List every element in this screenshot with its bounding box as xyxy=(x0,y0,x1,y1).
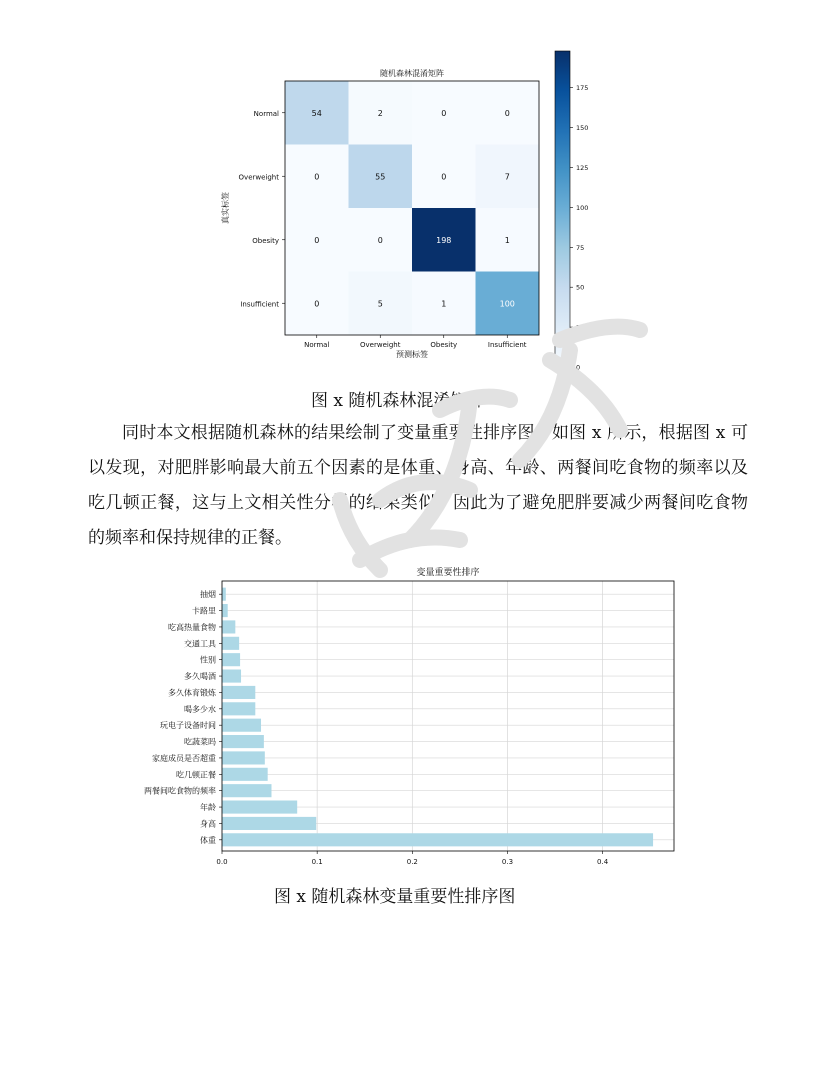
imp-bar xyxy=(222,768,268,781)
imp-bar xyxy=(222,637,239,650)
cm-row-label: Overweight xyxy=(238,173,279,182)
imp-category-label: 多久喝酒 xyxy=(184,672,216,682)
imp-bar xyxy=(222,588,226,601)
imp-category-label: 吃高热量食物 xyxy=(168,622,216,632)
imp-category-label: 多久体育锻炼 xyxy=(168,688,216,698)
cm-cell-value: 0 xyxy=(314,235,320,245)
imp-bar xyxy=(222,620,235,633)
imp-category-label: 吃蔬菜吗 xyxy=(184,737,216,747)
imp-category-label: 喝多少水 xyxy=(184,704,216,714)
cm-cell-value: 0 xyxy=(314,172,320,182)
importance-figure xyxy=(125,563,685,869)
cm-colorbar-tick: 75 xyxy=(576,243,585,252)
cm-ylabel: 真实标签 xyxy=(221,192,230,224)
cm-col-label: Insufficient xyxy=(487,341,527,349)
imp-bar xyxy=(222,670,241,683)
imp-bar xyxy=(222,833,653,846)
imp-category-label: 体重 xyxy=(200,835,216,845)
cm-cell-value: 0 xyxy=(441,108,447,118)
cm-row-label: Obesity xyxy=(252,236,279,245)
cm-colorbar-tick: 100 xyxy=(576,203,589,212)
imp-bar xyxy=(222,653,240,666)
cm-colorbar-tick: 25 xyxy=(576,323,585,332)
cm-cell-value: 0 xyxy=(377,235,383,245)
imp-xtick-label: 0.0 xyxy=(216,858,228,866)
imp-category-label: 年龄 xyxy=(200,803,216,813)
cm-cell-value: 55 xyxy=(375,172,386,182)
imp-category-label: 抽烟 xyxy=(200,590,216,600)
imp-bar xyxy=(222,784,271,797)
cm-cell-value: 100 xyxy=(499,299,515,309)
cm-row-label: Normal xyxy=(253,109,279,118)
imp-bar xyxy=(222,719,261,732)
cm-title: 随机森林混淆矩阵 xyxy=(380,69,444,78)
imp-category-label: 交通工具 xyxy=(184,639,216,649)
imp-bar xyxy=(222,686,255,699)
imp-bar xyxy=(222,817,316,830)
cm-cell-value: 0 xyxy=(504,108,510,118)
imp-xtick-label: 0.1 xyxy=(311,858,323,866)
cm-col-label: Overweight xyxy=(360,341,401,349)
imp-category-label: 两餐间吃食物的频率 xyxy=(144,786,216,796)
cm-cell-value: 7 xyxy=(504,172,510,182)
cm-colorbar-tick: 175 xyxy=(576,84,589,93)
imp-title: 变量重要性排序 xyxy=(416,568,480,578)
cm-cell-value: 1 xyxy=(441,299,447,309)
body-paragraph: 同时本文根据随机森林的结果绘制了变量重要性排序图，如图 x 所示，根据图 x 可以发现，对肥胖影响最大前五个因素的是体重、身高、年龄、两餐间吃食物的频率以及吃几顿正餐，这与上文相关性分析的结果类似，因此为了避免肥胖要减少两餐间吃食物的频率和保持规律的正餐。 xyxy=(88,423,748,548)
figure1-caption: 图 x 随机森林混淆矩阵 xyxy=(311,391,485,411)
imp-category-label: 性别 xyxy=(200,655,216,665)
imp-category-label: 身高 xyxy=(200,819,216,829)
cm-cell-value: 0 xyxy=(441,172,447,182)
cm-colorbar-tick: 150 xyxy=(576,124,589,133)
cm-cell-value: 0 xyxy=(314,299,320,309)
cm-colorbar-tick: 125 xyxy=(576,164,589,173)
imp-bar xyxy=(222,735,264,748)
imp-bar xyxy=(222,702,255,715)
cm-col-label: Obesity xyxy=(430,341,458,349)
cm-cell-value: 2 xyxy=(377,108,383,118)
imp-bar xyxy=(222,751,265,764)
watermark-graphic xyxy=(320,300,650,590)
importance-svg xyxy=(125,563,685,869)
figure2-caption: 图 x 随机森林变量重要性排序图 xyxy=(274,887,516,907)
cm-cell-value: 198 xyxy=(436,235,452,245)
cm-colorbar-tick: 50 xyxy=(576,283,585,292)
imp-bar xyxy=(222,604,228,617)
cm-colorbar-tick: 0 xyxy=(576,363,581,372)
imp-bar xyxy=(222,801,297,814)
cm-col-label: Normal xyxy=(304,341,330,349)
imp-category-label: 家庭成员是否超重 xyxy=(152,753,216,763)
imp-xtick-label: 0.4 xyxy=(597,858,609,866)
cm-cell-value: 1 xyxy=(504,235,510,245)
cm-xlabel: 预测标签 xyxy=(396,350,428,359)
imp-xtick-label: 0.2 xyxy=(406,858,418,866)
cm-cell-value: 54 xyxy=(311,108,322,118)
imp-category-label: 玩电子设备时间 xyxy=(160,721,216,731)
cm-cell-value: 5 xyxy=(377,299,383,309)
imp-category-label: 卡路里 xyxy=(192,606,216,616)
imp-category-label: 吃几顿正餐 xyxy=(176,770,216,780)
cm-row-label: Insufficient xyxy=(240,300,279,309)
imp-xtick-label: 0.3 xyxy=(501,858,514,866)
